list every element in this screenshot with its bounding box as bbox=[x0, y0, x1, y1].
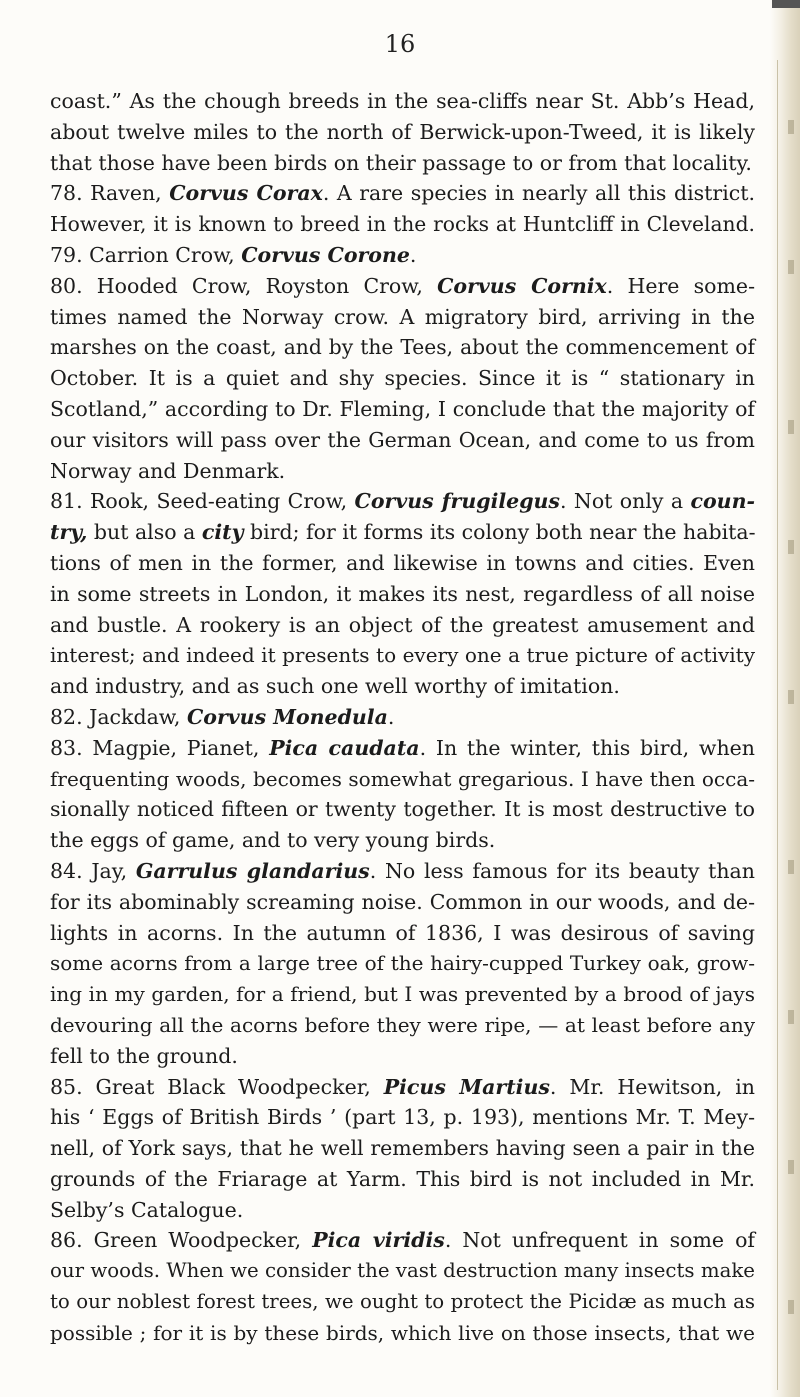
text-line: for its abominably screaming noise. Common in our woods, and de- bbox=[50, 889, 755, 914]
text-line: October. It is a quiet and shy species. Since it is “ stationary in bbox=[50, 366, 755, 391]
edge-mark bbox=[788, 1160, 794, 1174]
corner-mark bbox=[772, 0, 800, 8]
text-line: Norway and Denmark. bbox=[50, 458, 286, 483]
edge-mark bbox=[788, 1300, 794, 1314]
text-line: lights in acorns. In the autumn of 1836, I was desirous of saving bbox=[50, 920, 755, 945]
page-number: 16 bbox=[384, 30, 416, 58]
page-edge-shadow bbox=[770, 0, 800, 1397]
latin-name: Corvus Cornix bbox=[437, 273, 607, 298]
text-line: our visitors will pass over the German Ocean, and come to us from bbox=[50, 427, 755, 452]
text-line: Scotland,” according to Dr. Fleming, I conclude that the majority of bbox=[50, 396, 755, 421]
latin-name: Picus Martius bbox=[383, 1074, 550, 1099]
latin-name: try, bbox=[50, 520, 88, 545]
text-line: to our noblest forest trees, we ought to protect the Picidæ as much as bbox=[50, 1290, 755, 1314]
text-line: 82. Jackdaw, Corvus Monedula. bbox=[50, 704, 395, 729]
edge-mark bbox=[788, 690, 794, 704]
text-line: interest; and indeed it presents to every one a true picture of activity bbox=[50, 643, 755, 668]
latin-name: Garrulus glandarius bbox=[135, 858, 370, 883]
text-line: grounds of the Friarage at Yarm. This bird is not included in Mr. bbox=[50, 1166, 755, 1191]
text-line: 83. Magpie, Pianet, Pica caudata. In the winter, this bird, when bbox=[50, 735, 755, 760]
text-line: his ‘ Eggs of British Birds ’ (part 13, p. 193), mentions Mr. T. Mey- bbox=[50, 1105, 755, 1130]
text-line: 81. Rook, Seed-eating Crow, Corvus frugilegus. Not only a coun- bbox=[50, 489, 755, 514]
text-line: 84. Jay, Garrulus glandarius. No less famous for its beauty than bbox=[50, 858, 755, 883]
text-line: and bustle. A rookery is an object of the greatest amusement and bbox=[50, 612, 755, 637]
text-line: try, but also a city bird; for it forms its colony both near the habita- bbox=[50, 520, 756, 545]
text-line: about twelve miles to the north of Berwick-upon-Tweed, it is likely bbox=[50, 119, 755, 144]
edge-mark bbox=[788, 1010, 794, 1024]
page-body-text bbox=[50, 86, 755, 1349]
latin-name: Corvus Corax bbox=[169, 181, 323, 206]
text-line: Selby’s Catalogue. bbox=[50, 1197, 244, 1222]
text-line: the eggs of game, and to very young birds. bbox=[50, 828, 496, 853]
text-line: 79. Carrion Crow, Corvus Corone. bbox=[50, 242, 417, 267]
latin-name: Pica caudata bbox=[269, 735, 420, 760]
text-line: some acorns from a large tree of the hairy-cupped Turkey oak, grow- bbox=[50, 951, 755, 976]
text-line: nell, of York says, that he well remembers having seen a pair in the bbox=[50, 1136, 755, 1161]
latin-name: Corvus Corone bbox=[241, 242, 410, 267]
edge-mark bbox=[788, 420, 794, 434]
text-line: coast.” As the chough breeds in the sea-cliffs near St. Abb’s Head, bbox=[50, 89, 755, 113]
text-line: in some streets in London, it makes its nest, regardless of all noise bbox=[50, 581, 755, 606]
text-line: 85. Great Black Woodpecker, Picus Martius. Mr. Hewitson, in bbox=[50, 1074, 755, 1099]
latin-name: Corvus frugilegus bbox=[354, 489, 560, 514]
text-line: fell to the ground. bbox=[50, 1043, 238, 1068]
text-line: ing in my garden, for a friend, but I was prevented by a brood of jays bbox=[50, 982, 755, 1007]
text-line: marshes on the coast, and by the Tees, about the commencement of bbox=[50, 335, 755, 360]
latin-name: coun- bbox=[690, 489, 755, 514]
text-line: our woods. When we consider the vast destruction many insects make bbox=[50, 1259, 755, 1283]
text-line: times named the Norway crow. A migratory bird, arriving in the bbox=[50, 304, 755, 329]
text-line: tions of men in the former, and likewise in towns and cities. Even bbox=[50, 550, 755, 575]
text-line: 86. Green Woodpecker, Pica viridis. Not unfrequent in some of bbox=[50, 1228, 756, 1253]
text-line: that those have been birds on their passage to or from that locality. bbox=[50, 150, 752, 175]
text-line: However, it is known to breed in the rocks at Huntcliff in Cleveland. bbox=[50, 212, 755, 237]
text-line: 80. Hooded Crow, Royston Crow, Corvus Cornix. Here some- bbox=[50, 273, 755, 298]
page-edge-rule bbox=[777, 60, 778, 1390]
text-line: devouring all the acorns before they were ripe, — at least before any bbox=[50, 1012, 755, 1037]
edge-mark bbox=[788, 540, 794, 554]
latin-name: Corvus Monedula bbox=[186, 704, 388, 729]
text-line: possible ; for it is by these birds, which live on those insects, that we bbox=[50, 1320, 755, 1345]
edge-mark bbox=[788, 260, 794, 274]
edge-mark bbox=[788, 860, 794, 874]
latin-name: city bbox=[201, 520, 244, 545]
text-line: frequenting woods, becomes somewhat gregarious. I have then occa- bbox=[50, 766, 755, 791]
latin-name: Pica viridis bbox=[312, 1228, 445, 1253]
text-line: sionally noticed fifteen or twenty together. It is most destructive to bbox=[50, 797, 755, 822]
text-line: and industry, and as such one well worthy of imitation. bbox=[50, 674, 620, 699]
text-line: 78. Raven, Corvus Corax. A rare species in nearly all this district. bbox=[50, 181, 755, 206]
edge-mark bbox=[788, 120, 794, 134]
